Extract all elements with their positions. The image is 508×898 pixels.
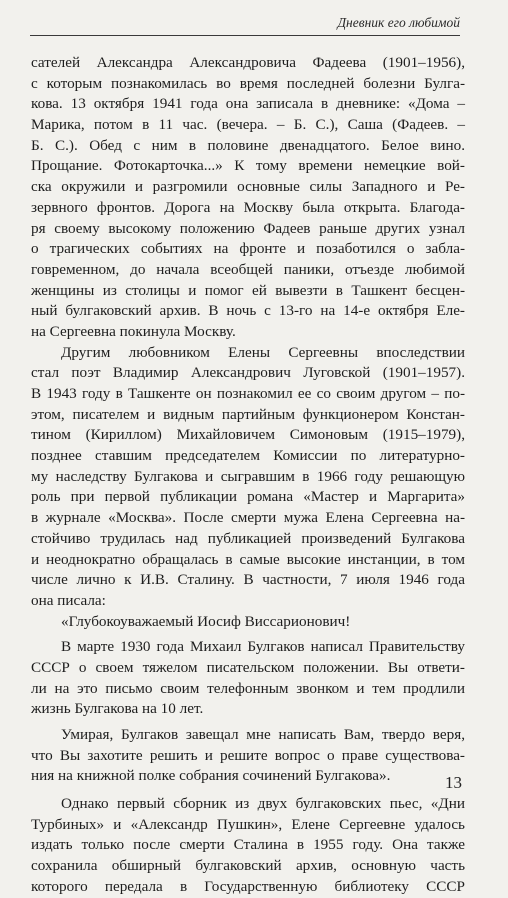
text-line: СССР о своем тяжелом писательском положении. Вы ответи- [31,658,465,676]
page-number: 13 [445,773,462,792]
text-line: и неоднократно обращалась в самые высокие инстанции, в том [31,550,465,568]
text-line: Однако первый сборник из двух булгаковских пьес, «Дни [61,795,465,813]
text-line: говременном, до начала всеобщей паники, отъезде любимой [31,260,465,278]
running-header [30,14,460,36]
text-line: Прощание. Фотокарточка...» К тому времени немецкие вой- [31,157,465,175]
text-line: Умирая, Булгаков завещал мне написать Вам, твердо веря, [61,726,465,743]
text-line: числе лично к И.В. Сталину. В частности, 7 июля 1946 года [31,571,465,589]
text-line: Марика, потом в 11 час. (вечера. – Б. С.), Саша (Фадеев. – [31,116,465,134]
text-line: о трагических событиях на фронте и позаботился о забла- [31,240,465,258]
text-line: кова. 13 октября 1941 года она записала в дневнике: «Дома – [31,95,465,113]
text-line: она писала: [31,591,106,609]
text-line: В марте 1930 года Михаил Булгаков написал Правительству [61,638,465,656]
text-line: позднее ставшим председателем Комиссии по литературно- [31,447,465,465]
text-line: В 1943 году в Ташкенте он познакомил ее со своим другом – по- [31,385,465,402]
text-line: этом, писателем и видным партийным функционером Констан- [31,405,465,423]
text-line: ска окружили и разгромили основные силы Западного и Ре- [31,178,465,196]
text-line: что Вы захотите решить и решите вопрос о праве существова- [31,746,465,764]
text-line: в журнале «Москва». После смерти мужа Елена Сергеевна на- [31,509,465,527]
running-header-title: Дневник его любимой [337,15,460,30]
text-line: ный булгаковский архив. В ночь с 13-го на 14-е октября Еле- [31,302,465,320]
text-line: стал поэт Владимир Александрович Луговской (1901–1957). [31,364,465,382]
text-line: с которым познакомилась во время последней болезни Булга- [31,74,465,92]
text-line: му наследству Булгакова и сыгравшим в 1966 году решающую [31,467,465,485]
text-line: ря своему высокому положению Фадеев раньше других узнал [31,219,465,237]
body-text [31,53,465,898]
text-line: «Глубокоуважаемый Иосиф Виссарионович! [61,612,351,630]
text-line: жизнь Булгакова на 10 лет. [31,700,204,718]
text-line: сателей Александра Александровича Фадеева (1901–1956), [31,54,465,71]
text-line: которого передала в Государственную библиотеку СССР [31,877,465,895]
text-line: тином (Кириллом) Михайловичем Симоновым (1915–1979), [31,426,465,444]
text-line: Турбиных» и «Александр Пушкин», Елене Сергеевне удалось [31,815,465,833]
text-line: зервного фронтов. Дорога на Москву была открыта. Благода- [31,198,465,216]
text-line: роль при первой публикации романа «Мастер и Маргарита» [31,488,465,506]
text-line: стойчиво трудилась над публикацией произведений Булгакова [31,529,465,547]
text-line: издать только после смерти Сталина в 1955 году. Она также [31,836,465,854]
text-line: женщины из столицы и помог ей вывезти в Ташкент бесцен- [31,281,465,299]
text-line: Б. С.). Обед с ним в половине двенадцатого. Белое вино. [31,136,465,154]
text-line: ния на книжной полке собрания сочинений Булгакова». [31,767,391,785]
text-line: сохранила обширный булгаковский архив, основную часть [31,857,465,875]
text-line: на Сергеевна покинула Москву. [31,322,236,340]
text-line: ли на это письмо своим телефонным звонком и тем продлили [31,679,465,697]
text-line: Другим любовником Елены Сергеевны впоследствии [61,343,465,361]
